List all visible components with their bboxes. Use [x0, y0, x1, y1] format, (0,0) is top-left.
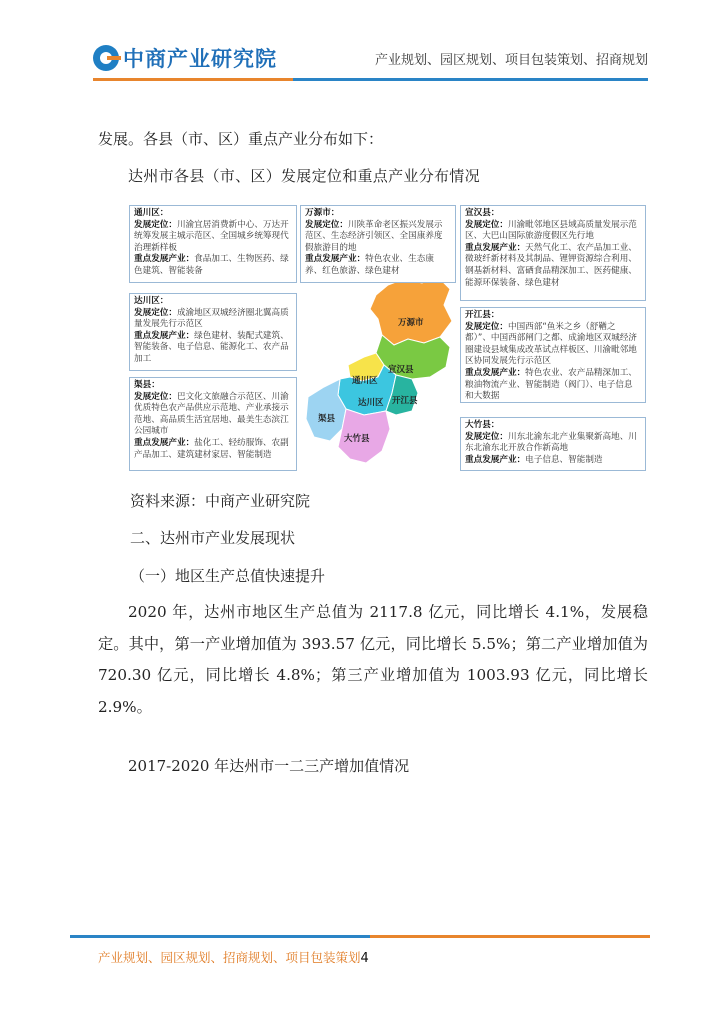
source-line: 资料来源：中商产业研究院 — [130, 492, 311, 510]
map-label-xuanhan: 宣汉县 — [388, 365, 414, 375]
gdp-paragraph: 2020 年，达州市地区生产总值为 2117.8 亿元，同比增长 4.1%，发展稳定。其中，第一产业增加值为 393.57 亿元，同比增长 5.5%；第二产业增加值为 720.30 亿元，同比增长 4.8%；第三产业增加值为 1003.93 亿元，同比增长 2.9%。 — [98, 603, 648, 716]
info-box-wanyuan: 万源市： 发展定位：川陕革命老区振兴发展示范区、生态经济引领区、全国康养度假旅游目的地 重点发展产业：特色农业、生态康养、红色旅游、绿色建材 — [300, 205, 456, 283]
info-box-quxian: 渠县： 发展定位：巴文化文旅融合示范区、川渝优质特色农产品供应示范地、产业承接示范地、高品质生活宜居地、最美生态滨江公园城市 重点发展产业：盐化工、轻纺服饰、农副产品加工、建筑建材家居、智能制造 — [129, 377, 297, 471]
map-label-tongchuan: 通川区 — [352, 376, 378, 386]
map-label-wanyuan: 万源市 — [398, 318, 424, 328]
header-tagline: 产业规划、园区规划、项目包装策划、招商规划 — [374, 53, 648, 68]
footer-divider — [70, 935, 370, 938]
district-industry-map-figure — [126, 197, 650, 473]
info-box-dachuan: 达川区： 发展定位：成渝地区双城经济圈北翼高质量发展先行示范区 重点发展产业：绿色建材、装配式建筑、智能装备、电子信息、能源化工、农产品加工 — [129, 293, 297, 371]
intro-line: 发展。各县（市、区）重点产业分布如下： — [98, 130, 384, 148]
section-heading: 二、达州市产业发展现状 — [130, 529, 296, 547]
info-box-xuanhan: 宣汉县： 发展定位：川渝毗邻地区县域高质量发展示范区、大巴山国际旅游度假区先行地 重点发展产业：天然气化工、农产品加工业、微玻纤新材料及其制品、锂钾资源综合利用、钢基新材料、富硒食品精深加工、医药健康、能源环保装备、绿色建材 — [460, 205, 646, 301]
logo-mark-icon — [93, 45, 119, 71]
info-box-tongchuan: 通川区： 发展定位：川渝宜居消费新中心、万达开统筹发展主城示范区、全国城乡统筹现代治理新样板 重点发展产业：食品加工、生物医药、绿色建筑、智能装备 — [129, 205, 297, 283]
info-box-dazhu: 大竹县： 发展定位：川东北渝东北产业集聚新高地、川东北渝东北开放合作新高地 重点发展产业：电子信息、智能制造 — [460, 417, 646, 471]
subsection-heading: （一）地区生产总值快速提升 — [130, 567, 326, 585]
header-divider — [293, 78, 648, 81]
map-label-kaijiang: 开江县 — [392, 396, 418, 406]
footer-divider — [370, 935, 650, 938]
figure-title: 达州市各县（市、区）发展定位和重点产业分布情况 — [128, 167, 480, 185]
map-label-dazhu: 大竹县 — [344, 434, 370, 444]
company-logo — [93, 42, 277, 74]
chart-title-line: 2017-2020 年达州市一二三产增加值情况 — [128, 757, 410, 775]
page-footer — [98, 948, 369, 966]
footer-tagline: 产业规划、园区规划、招商规划、项目包装策划 — [98, 950, 361, 965]
info-box-kaijiang: 开江县： 发展定位：中国西部“鱼米之乡（舒鞧之都）”、中国西部闸门之都、成渝地区双城经济圈建设县域集成改革试点样板区、川渝毗邻地区协同发展先行示范区 重点发展产业：特色农业、农产品精深加工、粮油物流产业、智能制造（阀门）、电子信息和大数据 — [460, 307, 646, 403]
header-divider — [93, 78, 293, 81]
map-label-quxian: 渠县 — [318, 414, 336, 424]
map-label-dachuan: 达川区 — [358, 398, 384, 408]
page-header — [0, 0, 724, 80]
page-number: 4 — [360, 951, 369, 966]
logo-text: 中商产业研究院 — [123, 47, 277, 71]
